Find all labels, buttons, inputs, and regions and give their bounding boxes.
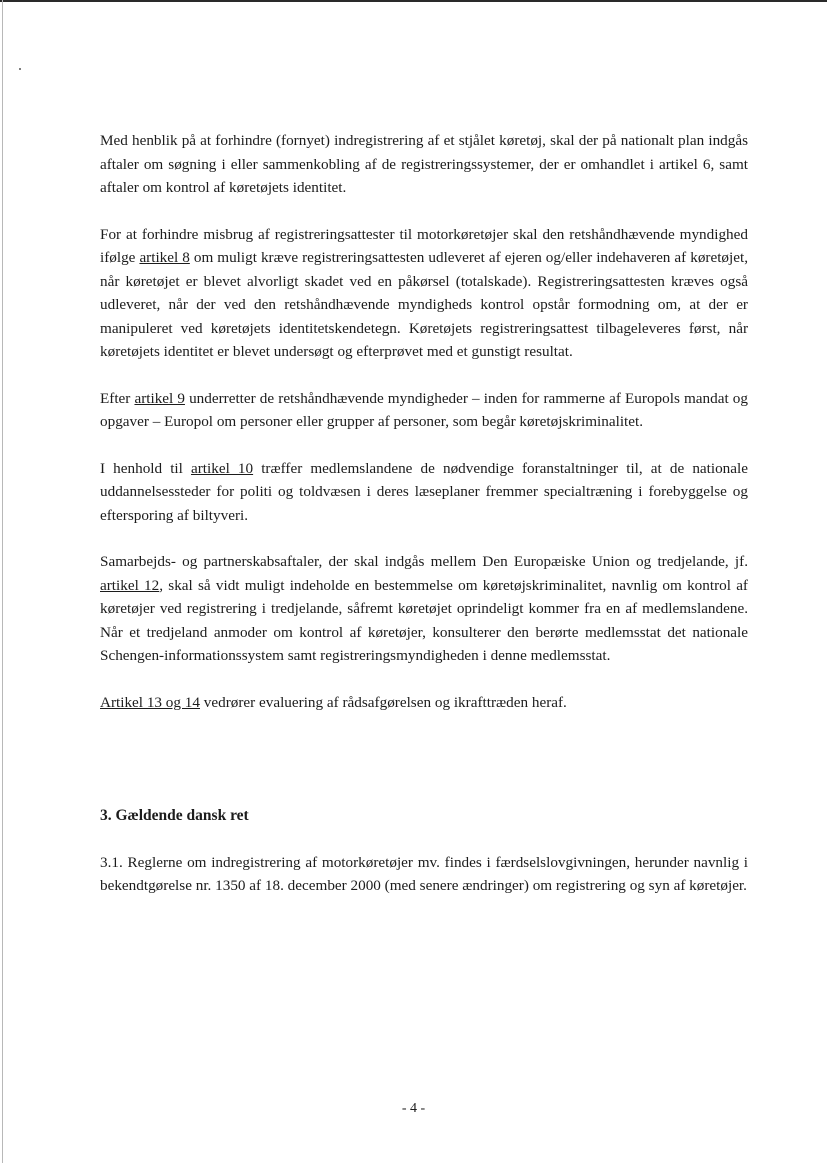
link-artikel-10: artikel 10 [191, 459, 254, 477]
section-heading: 3. Gældende dansk ret [100, 807, 249, 824]
scan-left-border [2, 0, 3, 1163]
document-page [100, 129, 748, 898]
scan-top-border [0, 0, 827, 2]
scan-speck [19, 68, 21, 70]
link-artikel-13-og-14: Artikel 13 og 14 [100, 693, 200, 711]
section-paragraph: 3.1. Reglerne om indregistrering af motorkøretøjer mv. findes i færdselslovgivningen, herunder navnlig i bekendtgørelse nr. 1350 af 18. december 2000 (med senere ændringer) om registrering og syn af køretøjer. [100, 853, 748, 894]
paragraph-2: For at forhindre misbrug af registreringsattester til motorkøretøjer skal den retshåndhævende myndighed ifølge artikel 8 om muligt kræve registreringsattesten udleveret af ejeren og/eller indehaveren af køretøjet, når køretøjet er blevet alvorligt skadet ved en påkørsel (totalskade). Registreringsattesten kræves også udleveret, når der ved den retshåndhævende myndigheds kontrol opstår formodning om, at der er manipuleret ved køretøjets identitetskendetegn. Køretøjets registreringsattest tilbageleveres først, når køretøjets identitet er blevet undersøgt og efterprøvet med et gunstigt resultat. [100, 225, 748, 360]
paragraph-3: Efter artikel 9 underretter de retshåndhævende myndigheder – inden for rammerne af Europols mandat og opgaver – Europol om personer eller grupper af personer, som begår køretøjskriminalitet. [100, 389, 748, 430]
paragraph-6: Artikel 13 og 14 vedrører evaluering af rådsafgørelsen og ikrafttræden heraf. [100, 693, 567, 711]
link-artikel-12: artikel 12 [100, 576, 160, 594]
link-artikel-9: artikel 9 [134, 389, 185, 407]
page-number: - 4 - [401, 1101, 426, 1116]
link-artikel-8: artikel 8 [139, 249, 190, 266]
paragraph-5: Samarbejds- og partnerskabsaftaler, der skal indgås mellem Den Europæiske Union og tredjelande, jf. artikel 12, skal så vidt muligt indeholde en bestemmelse om køretøjskriminalitet, navnlig om kontrol af køretøjer ved registrering i tredjelande, såfremt køretøjet oprindeligt kommer fra en af medlemslandene. Når et tredjeland anmoder om kontrol af køretøjer, konsulterer den berørte medlemsstat det nationale Schengen-informationssystem samt registreringsmyndigheden i denne medlemsstat. [100, 553, 748, 664]
paragraph-4: I henhold til artikel 10 træffer medlemslandene de nødvendige foranstaltninger til, at de nationale uddannelsessteder for politi og toldvæsen i deres læseplaner fremmer specialtræning i forebyggelse og eftersporing af biltyveri. [100, 459, 748, 524]
paragraph-1: Med henblik på at forhindre (fornyet) indregistrering af et stjålet køretøj, skal der på nationalt plan indgås aftaler om søgning i eller sammenkobling af de registreringssystemer, der er omhandlet i artikel 6, samt aftaler om kontrol af køretøjets identitet. [100, 132, 748, 196]
